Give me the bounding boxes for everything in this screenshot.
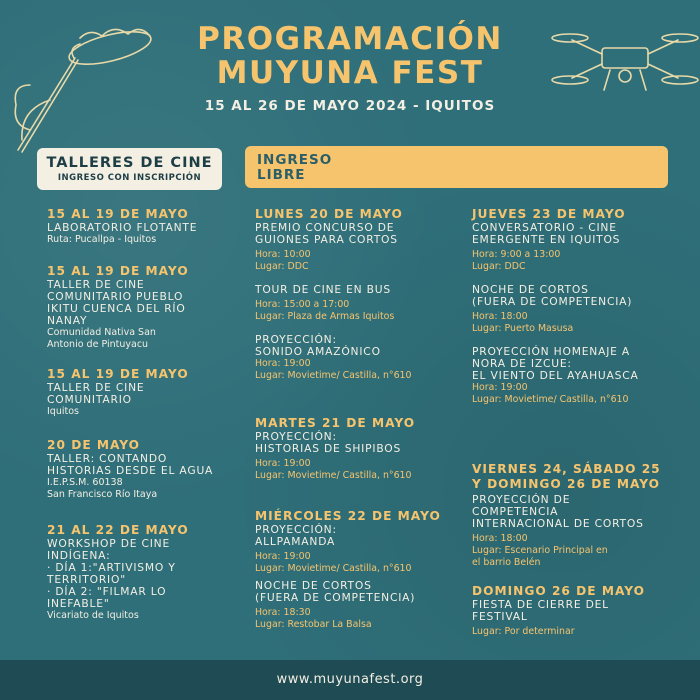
event-title: TOUR DE CINE EN BUS: [255, 283, 392, 296]
event-title: GUIONES PARA CORTOS: [255, 233, 398, 246]
workshop-name-line: TALLER DE CINE: [47, 278, 145, 291]
day-block-wednesday: [255, 509, 465, 631]
workshop-name-line: · DÍA 1:"ARTIVISMO Y: [47, 561, 176, 574]
event-time: Hora: 18:00: [472, 311, 528, 322]
page-title: [0, 22, 700, 90]
workshops-title: TALLERES DE CINE: [46, 155, 213, 171]
workshop-name-line: TALLER: CONTANDO: [47, 452, 168, 465]
footer-bar: [0, 660, 700, 700]
event-title: (FUERA DE COMPETENCIA): [255, 591, 416, 604]
event-place: el barrio Belén: [472, 557, 541, 568]
workshop-item: [47, 438, 237, 501]
event-time: Hora: 18:00: [472, 533, 528, 544]
day-heading: MARTES 21 DE MAYO: [255, 416, 416, 430]
workshop-location: San Francisco Río Itaya: [47, 489, 158, 500]
event-title: NOCHE DE CORTOS: [472, 283, 589, 296]
event-title: HISTORIAS DE SHIPIBOS: [255, 442, 402, 455]
day-block-thursday: [472, 207, 682, 406]
event-title: PROYECCIÓN HOMENAJE A: [472, 345, 631, 358]
event-title: PROYECCIÓN:: [255, 333, 337, 346]
event-time: Hora: 19:00: [255, 551, 311, 562]
day-heading: VIERNES 24, SÁBADO 25: [472, 462, 661, 476]
event-time: Hora: 19:00: [255, 458, 311, 469]
event-title: NOCHE DE CORTOS: [255, 579, 372, 592]
day-block-weekend: [472, 462, 682, 569]
event-place: Lugar: Escenario Principal en: [472, 545, 608, 556]
day-heading: Y DOMINGO 26 DE MAYO: [472, 477, 661, 491]
workshop-location: Ruta: Pucallpa - Iquitos: [47, 234, 157, 245]
workshop-name: LABORATORIO FLOTANTE: [47, 221, 198, 234]
workshop-date: 15 AL 19 DE MAYO: [47, 367, 189, 381]
event-place: Lugar: DDC: [472, 261, 526, 272]
day-block-monday: [255, 207, 465, 382]
event-title: CONVERSATORIO - CINE: [472, 221, 617, 234]
event-place: Lugar: Movietime/ Castilla, n°610: [255, 470, 412, 481]
workshop-name-line: INEFABLE": [47, 597, 110, 610]
day-block-sunday: [472, 584, 682, 638]
event-time: Hora: 19:00: [472, 382, 528, 393]
workshops-header: [37, 148, 222, 190]
workshop-name-line: HISTORIAS DESDE EL AGUA: [47, 464, 214, 477]
event-place: Lugar: Movietime/ Castilla, n°610: [255, 563, 412, 574]
event-title: COMPETENCIA: [472, 505, 559, 518]
workshop-date: 21 AL 22 DE MAYO: [47, 523, 189, 537]
workshop-name-line: INDÍGENA:: [47, 549, 111, 562]
event-time: Hora: 18:30: [255, 607, 311, 618]
workshop-date: 15 AL 19 DE MAYO: [47, 207, 189, 221]
event-title: INTERNACIONAL DE CORTOS: [472, 517, 644, 530]
workshop-location: Vicariato de Iquitos: [47, 610, 139, 621]
workshop-name-line: WORKSHOP DE CINE: [47, 537, 171, 550]
event-time: Hora: 10:00: [255, 249, 311, 260]
event-title: FIESTA DE CIERRE DEL: [472, 598, 609, 611]
workshop-item: [47, 367, 237, 418]
event-time: Hora: 19:00: [255, 358, 311, 369]
free-title-line-1: INGRESO: [257, 152, 333, 168]
event-title: NORA DE IZCUE:: [472, 357, 572, 370]
workshop-item: [47, 264, 237, 351]
event-title: ALLPAMANDA: [255, 535, 336, 548]
workshop-name-line: · DÍA 2: "FILMAR LO: [47, 585, 167, 598]
workshop-name-line: TALLER DE CINE: [47, 381, 145, 394]
title-line-2: MUYUNA FEST: [216, 55, 484, 91]
workshop-item: [47, 207, 237, 246]
event-time: Hora: 9:00 a 13:00: [472, 249, 561, 260]
day-heading: JUEVES 23 DE MAYO: [472, 207, 626, 221]
day-block-tuesday: [255, 416, 465, 482]
workshop-date: 15 AL 19 DE MAYO: [47, 264, 189, 278]
event-title: PROYECCIÓN:: [255, 523, 337, 536]
workshop-location: Antonio de Pintuyacu: [47, 339, 149, 350]
event-title: PROYECCIÓN DE: [472, 493, 571, 506]
workshop-location: Iquitos: [47, 406, 79, 417]
day-heading: LUNES 20 DE MAYO: [255, 207, 403, 221]
event-title: EL VIENTO DEL AYAHUASCA: [472, 369, 639, 382]
event-place: Lugar: DDC: [255, 261, 309, 272]
event-title: EMERGENTE EN IQUITOS: [472, 233, 621, 246]
event-title: PREMIO CONCURSO DE: [255, 221, 395, 234]
event-title: PROYECCIÓN:: [255, 430, 337, 443]
workshop-name-line: TERRITORIO": [47, 573, 126, 586]
event-place: Lugar: Puerto Masusa: [472, 323, 574, 334]
event-place: Lugar: Por determinar: [472, 626, 575, 637]
workshop-name-line: COMUNITARIO PUEBLO: [47, 290, 184, 303]
title-line-1: PROGRAMACIÓN: [197, 21, 503, 57]
event-title: FESTIVAL: [472, 610, 528, 623]
workshop-date: 20 DE MAYO: [47, 438, 141, 452]
workshop-name-line: IKITU CUENCA DEL RÍO: [47, 302, 186, 315]
workshop-location: I.E.P.S.M. 60138: [47, 477, 123, 488]
event-place: Lugar: Movietime/ Castilla, n°610: [255, 370, 412, 381]
event-time: Hora: 15:00 a 17:00: [255, 299, 350, 310]
workshop-item: [47, 523, 237, 622]
free-entry-header: [245, 146, 668, 188]
workshops-subtitle: INGRESO CON INSCRIPCIÓN: [57, 173, 202, 183]
workshop-name-line: NANAY: [47, 314, 88, 327]
event-title: (FUERA DE COMPETENCIA): [472, 295, 633, 308]
day-heading: MIÉRCOLES 22 DE MAYO: [255, 509, 441, 523]
website-link[interactable]: www.muyunafest.org: [276, 672, 424, 687]
event-place: Lugar: Movietime/ Castilla, n°610: [472, 394, 629, 405]
festival-dates: 15 AL 26 DE MAYO 2024 - IQUITOS: [204, 98, 496, 114]
workshop-name-line: COMUNITARIO: [47, 393, 132, 406]
event-place: Lugar: Plaza de Armas Iquitos: [255, 311, 395, 322]
event-place: Lugar: Restobar La Balsa: [255, 619, 372, 630]
event-title: SONIDO AMAZÓNICO: [255, 345, 381, 358]
day-heading: DOMINGO 26 DE MAYO: [472, 584, 645, 598]
workshop-location: Comunidad Nativa San: [47, 327, 156, 338]
free-title-line-2: LIBRE: [257, 167, 306, 183]
